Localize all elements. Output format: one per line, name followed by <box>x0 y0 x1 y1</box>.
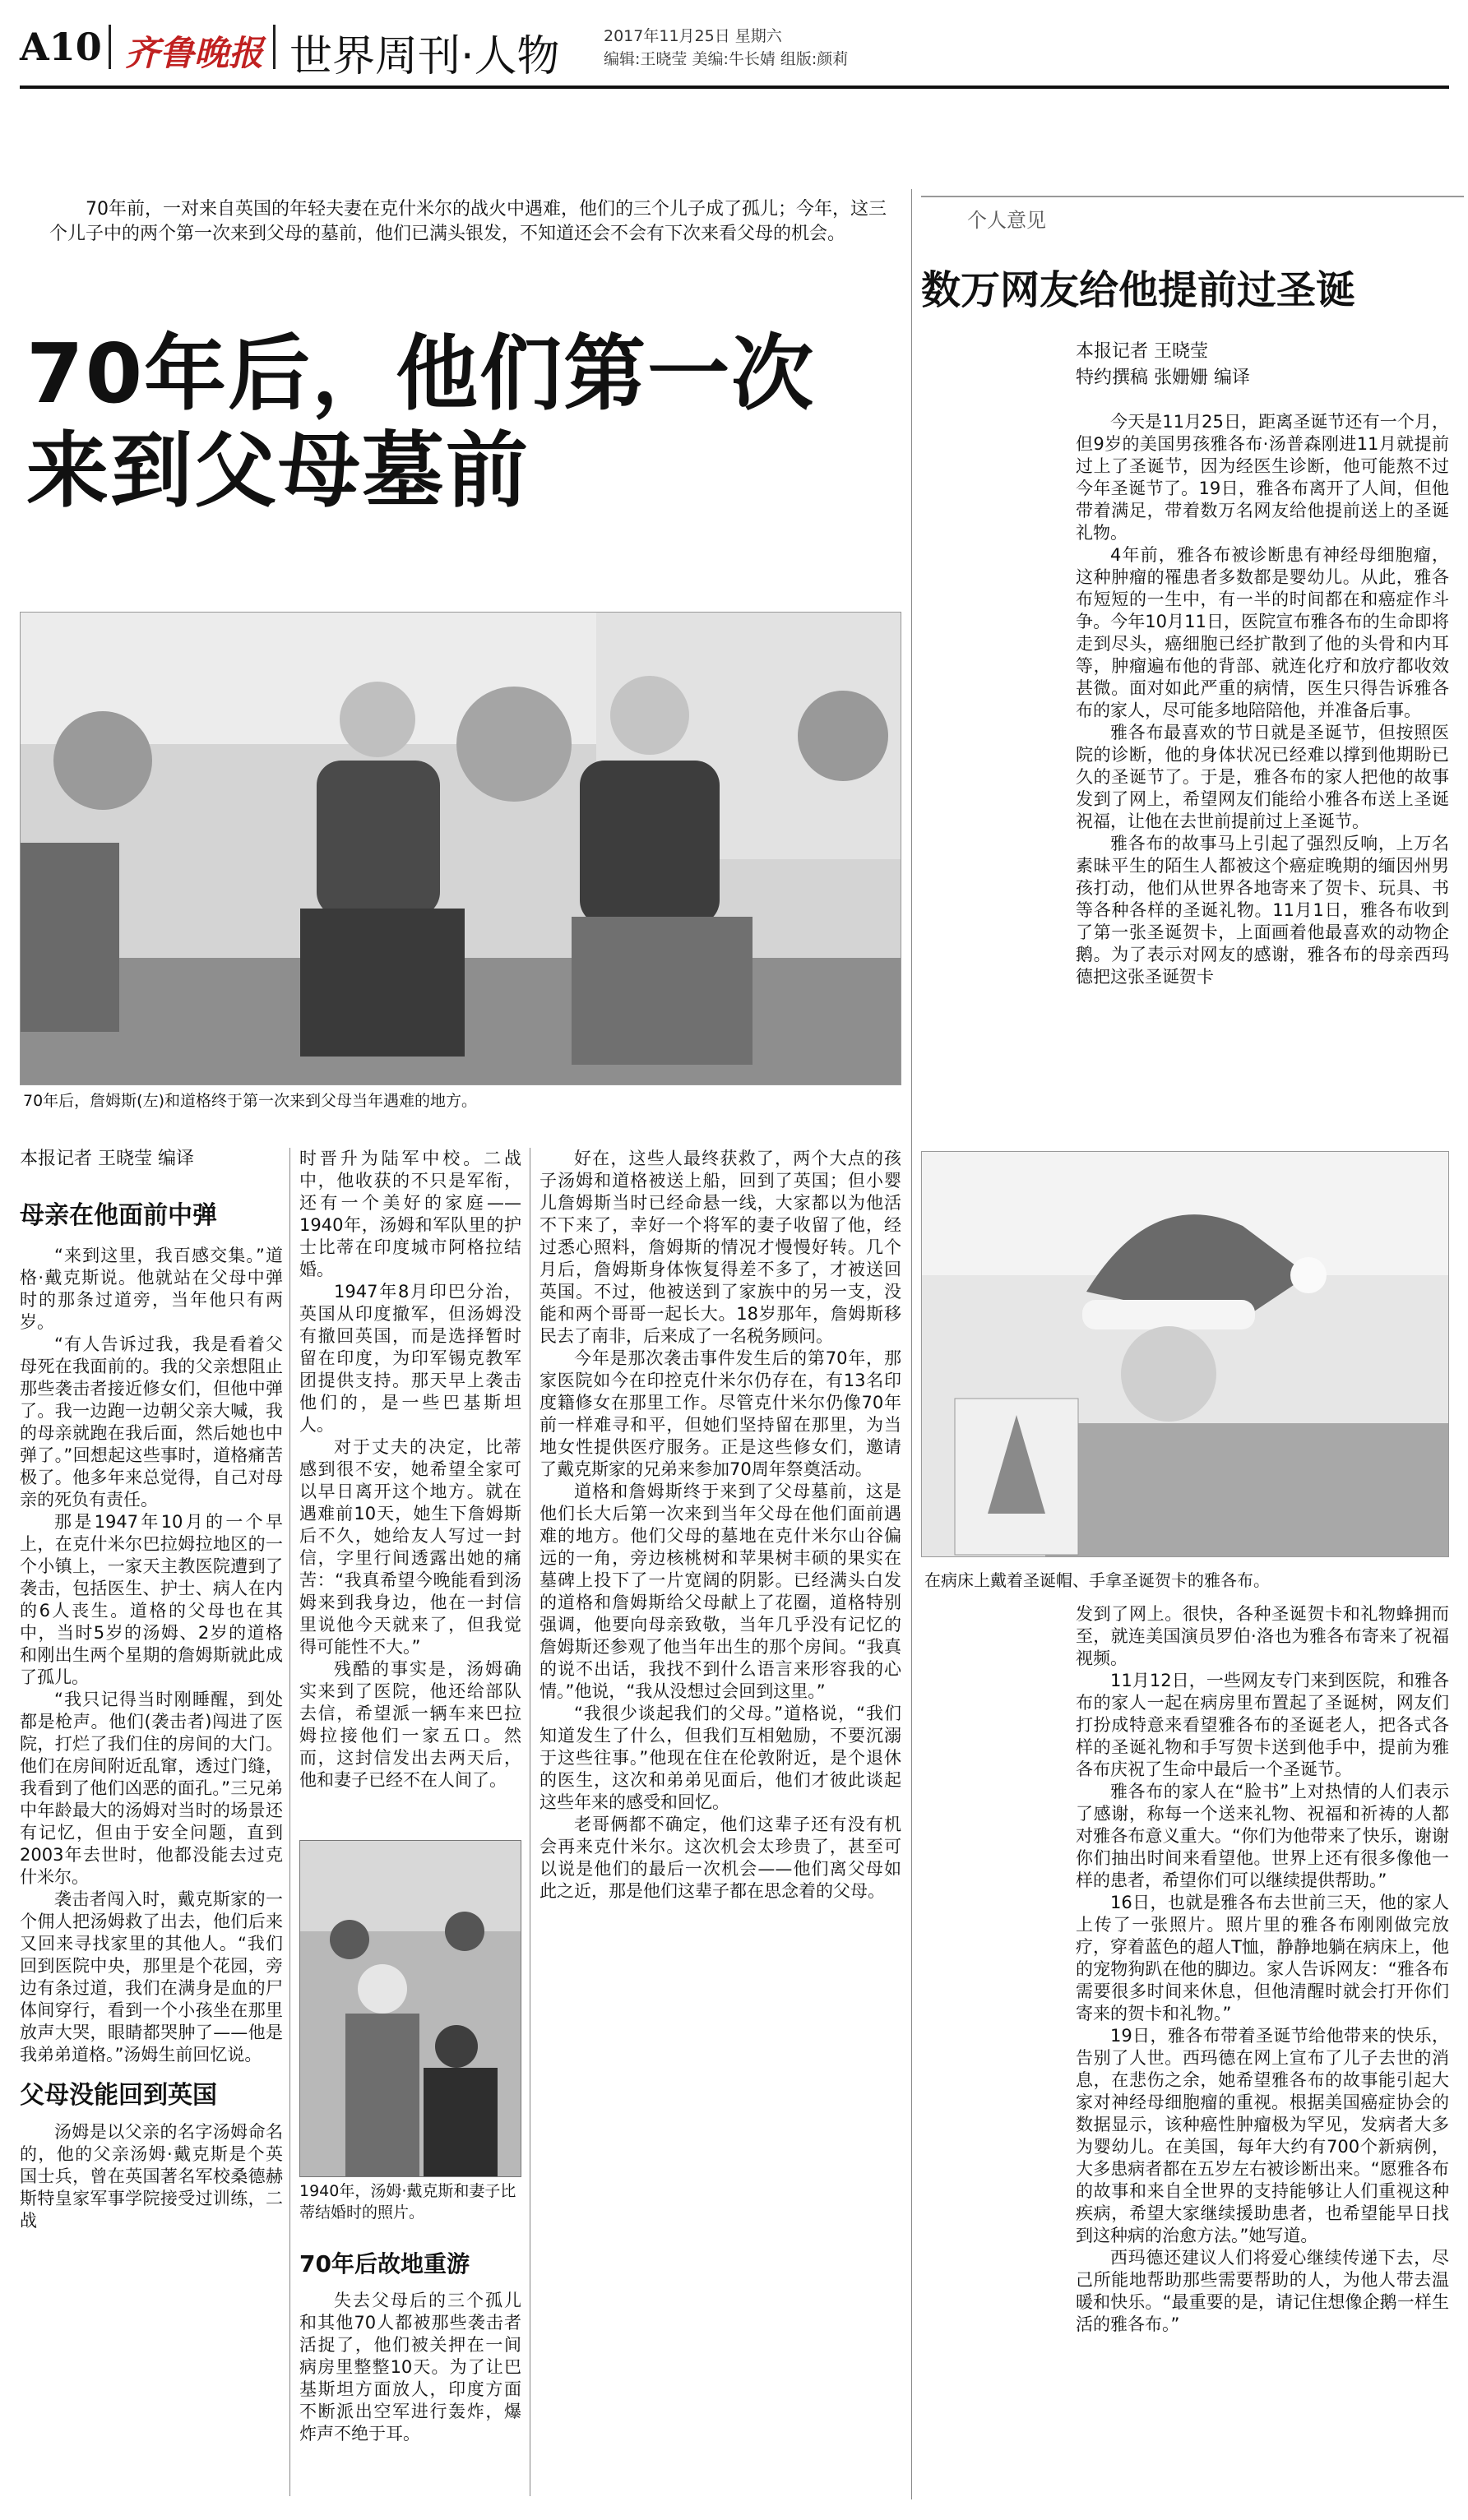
side-column-top <box>1076 411 1449 988</box>
paragraph: 发到了网上。很快，各种圣诞贺卡和礼物蜂拥而至，就连美国演员罗伯·洛也为雅各布寄来了祝福视频。 <box>1076 1604 1449 1668</box>
wedding-photo-image <box>300 1841 521 2176</box>
article-headline <box>26 326 898 520</box>
paragraph: 4年前，雅各布被诊断患有神经母细胞瘤，这种肿瘤的罹患者多数都是婴幼儿。从此，雅各布短短的一生中，有一半的时间都在和癌症作斗争。今年10月11日，医院宣布雅各布的生命即将走到尽头，癌细胞已经扩散到了他的头骨和内耳等，肿瘤遍布他的背部、就连化疗和放疗都收效甚微。面对如此严重的病情，医生只得告诉雅各布的家人，尽可能多地陪陪他，并准备后事。 <box>1076 545 1449 720</box>
paragraph: 汤姆是以父亲的名字汤姆命名的，他的父亲汤姆·戴克斯是个英国士兵，曾在英国著名军校桑德赫斯特皇家军事学院接受过训练，二战 <box>20 2122 283 2231</box>
paragraph: 1947年8月印巴分治，英国从印度撤军，但汤姆没有撤回英国，而是选择暂时留在印度，为印军锡克教军团提供支持。那天早上袭击他们的，是一些巴基斯坦人。 <box>299 1282 521 1435</box>
boy-in-bed-photo <box>922 1152 1448 1556</box>
wedding-photo-caption: 1940年，汤姆·戴克斯和妻子比蒂结婚时的照片。 <box>299 2182 516 2222</box>
side-title: 数万网友给他提前过圣诞 <box>921 267 1356 313</box>
date-line: 2017年11月25日 星期六 <box>604 27 782 45</box>
paragraph: 老哥俩都不确定，他们这辈子还有没有机会再来克什米尔。这次机会太珍贵了，甚至可以说是他们的最后一次机会——他们离父母如此之近，那是他们这辈子都在思念着的父母。 <box>540 1815 901 1901</box>
lead-photo <box>20 612 901 1085</box>
paragraph: 对于丈夫的决定，比蒂感到很不安，她希望全家可以早日离开这个地方。就在遇难前10天，她生下詹姆斯后不久，她给友人写过一封信，字里行间透露出她的痛苦：“我真希望今晚能看到汤姆来到我身边，他在一封信里说他今天就来了，但我觉得可能性不大。” <box>299 1437 521 1657</box>
column-rule <box>289 1148 290 2496</box>
subhead-2: 父母没能回到英国 <box>20 2081 217 2110</box>
paragraph: “我很少谈起我们的父母。”道格说，“我们知道发生了什么，但我们互相勉励，不要沉溺于这些往事。”他现在住在伦敦附近，是个退休的医生，这次和弟弟见面后，他们才彼此谈起这些年来的感受和回忆。 <box>540 1704 901 1812</box>
paragraph: 残酷的事实是，汤姆确实来到了医院，他还给部队去信，希望派一辆车来巴拉姆拉接他们一家五口。然而，这封信发出去两天后，他和妻子已经不在人间了。 <box>299 1659 521 1790</box>
paragraph: 16日，也就是雅各布去世前三天，他的家人上传了一张照片。照片里的雅各布刚刚做完放疗，穿着蓝色的超人T恤，静静地躺在病床上，他的宠物狗趴在他的脚边。家人告诉网友：“雅各布需要很多时间来休息，但他清醒时就会打开你们寄来的贺卡和礼物。” <box>1076 1893 1449 2023</box>
paragraph: 雅各布最喜欢的节日就是圣诞节，但按照医院的诊断，他的身体状况已经难以撑到他期盼已久的圣诞节了。于是，雅各布的家人把他的故事发到了网上，希望网友们能给小雅各布送上圣诞祝福，让他在去世前提前过上圣诞节。 <box>1076 723 1449 831</box>
paragraph: 今天是11月25日，距离圣诞节还有一个月，但9岁的美国男孩雅各布·汤普森刚进11月就提前过上了圣诞节，因为经医生诊断，他可能熬不过今年圣诞节了。19日，雅各布离开了人间，但他带着满足，带着数万名网友给他提前送上的圣诞礼物。 <box>1076 412 1449 543</box>
subhead-3: 70年后故地重游 <box>299 2250 470 2277</box>
paragraph: 今年是那次袭击事件发生后的第70年，那家医院如今在印控克什米尔仍存在，有13名印度籍修女在那里工作。尽管克什米尔仍像70年前一样难寻和平，但她们坚持留在那里，为当地女性提供医疗服务。正是这些修女们，邀请了戴克斯家的兄弟来参加70周年祭奠活动。 <box>540 1348 901 1479</box>
header-rule <box>20 86 1449 89</box>
subhead-1: 母亲在他面前中弹 <box>20 1201 217 1230</box>
paragraph: 道格和詹姆斯终于来到了父母墓前，这是他们长大后第一次来到当年父母在他们面前遇难的地方。他们父母的墓地在克什米尔山谷偏远的一角，旁边核桃树和苹果树丰硕的果实在墓碑上投下了一片宽阔的阴影。已经满头白发的道格和詹姆斯给父母献上了花圈，道格特别强调，他要向母亲致敬，当年几乎没有记忆的詹姆斯还参观了他当年出生的那个房间。“我真的说不出话，我找不到什么语言来形容我的心情。”他说，“我从没想过会回到这里。” <box>540 1482 901 1701</box>
paragraph: 19日，雅各布带着圣诞节给他带来的快乐，告别了人世。西玛德在网上宣布了儿子去世的消息，在悲伤之余，她希望雅各布的故事能引起大家对神经母细胞瘤的重视。根据美国癌症协会的数据显示，该种癌性肿瘤极为罕见，发病者大多为婴幼儿。在美国，每年大约有700个新病例，大多患病者都在五岁左右被诊断出来。“愿雅各布的故事和来自全世界的支持能够让人们重视这种疾病，希望大家继续援助患者，也希望能早日找到这种病的治愈方法。”她写道。 <box>1076 2026 1449 2245</box>
section-title: 世界周刊·人物 <box>289 32 560 81</box>
paragraph: 袭击者闯入时，戴克斯家的一个佣人把汤姆救了出去，他们后来又回来寻找家里的其他人。“我们回到医院中央，那里是个花园，旁边有条过道，我们在满身是血的尸体间穿行，看到一个小孩坐在那里放声大哭，眼睛都哭肿了——他是我弟弟道格。”汤姆生前回忆说。 <box>20 1889 283 2065</box>
section-rule <box>911 189 912 2499</box>
header-divider <box>109 25 111 69</box>
newspaper-logo: 齐鲁晚报 <box>125 33 264 73</box>
jacob-photo-caption: 在病床上戴着圣诞帽、手拿圣诞贺卡的雅各布。 <box>924 1570 1270 1590</box>
lead-column-2 <box>299 1148 521 1792</box>
headline-line-1: 70年后，他们第一次 <box>26 326 816 422</box>
paragraph: 11月12日，一些网友专门来到医院，和雅各布的家人一起在病房里布置起了圣诞树，网友们打扮成特意来看望雅各布的圣诞老人，把各式各样的圣诞礼物和手写贺卡送到他手中，提前为雅各布庆祝了生命中最后一个圣诞节。 <box>1076 1671 1449 1779</box>
headline-line-2: 来到父母墓前 <box>26 423 530 519</box>
paragraph: 雅各布的家人在“脸书”上对热情的人们表示了感谢，称每一个送来礼物、祝福和祈祷的人都对雅各布意义重大。“你们为他带来了快乐，谢谢你们抽出时间来看望他。世界上还有很多像他一样的患者，希望你们可以继续提供帮助。” <box>1076 1782 1449 1890</box>
paragraph: 时晋升为陆军中校。二战中，他收获的不只是军衔，还有一个美好的家庭——1940年，汤姆和军队里的护士比蒂在印度城市阿格拉结婚。 <box>299 1149 521 1279</box>
header-divider <box>273 25 276 69</box>
side-byline <box>1076 339 1250 391</box>
lead-column-2-bottom <box>299 2250 521 2445</box>
side-label-text: 个人意见 <box>967 209 1046 232</box>
paragraph: 西玛德还建议人们将爱心继续传递下去，尽己所能地帮助那些需要帮助的人，为他人带去温暖和快乐。“最重要的是，请记住想像企鹅一样生活的雅各布。” <box>1076 2248 1449 2334</box>
lead-column-3 <box>540 1148 901 1903</box>
paragraph: 雅各布的故事马上引起了强烈反响，上万名素昧平生的陌生人都被这个癌症晚期的缅因州男孩打动，他们从世界各地寄来了贺卡、玩具、书等各种各样的圣诞礼物。11月1日，雅各布收到了第一张圣诞贺卡，上面画着他最喜欢的动物企鹅。为了表示对网友的感谢，雅各布的母亲西玛德把这张圣诞贺卡 <box>1076 834 1449 987</box>
paragraph: 失去父母后的三个孤儿和其他70人都被那些袭击者活捉了，他们被关押在一间病房里整整10天。为了让巴基斯坦方面放人，印度方面不断派出空军进行轰炸，爆炸声不绝于耳。 <box>299 2291 521 2444</box>
wedding-photo <box>299 1840 521 2177</box>
side-column-bottom <box>1076 1603 1449 2336</box>
header-meta <box>604 25 848 71</box>
jacob-photo <box>921 1151 1449 1557</box>
paragraph: “我只记得当时刚睡醒，到处都是枪声。他们(袭击者)闯进了医院，打烂了我们住的房间的大门。他们在房间附近乱窜，透过门缝，我看到了他们凶恶的面孔。”三兄弟中年龄最大的汤姆对当时的场景还有记忆，但由于安全问题，直到2003年去世时，他都没能去过克什米尔。 <box>20 1690 283 1887</box>
lead-column-1 <box>20 1148 283 2232</box>
paragraph: 那是1947年10月的一个早上，在克什米尔巴拉姆拉地区的一个小镇上，一家天主教医院遭到了袭击，包括医生、护士、病人在内的6人丧生。道格的父母也在其中，当时5岁的汤姆、2岁的道格和刚出生两个星期的詹姆斯就此成了孤儿。 <box>20 1512 283 1687</box>
lead-photo-caption: 70年后，詹姆斯(左)和道格终于第一次来到父母当年遇难的地方。 <box>23 1092 478 1110</box>
paragraph: “有人告诉过我，我是看着父母死在我面前的。我的父亲想阻止那些袭击者接近修女们，但他中弹了。我一边跑一边朝父亲大喊，我的母亲就跑在我后面，然后她也中弹了。”回想起这些事时，道格痛苦极了。他多年来总觉得，自己对母亲的死负有责任。 <box>20 1334 283 1510</box>
side-label <box>921 196 1464 233</box>
paragraph: “来到这里，我百感交集。”道格·戴克斯说。他就站在父母中弹时的那条过道旁，当年他只有两岁。 <box>20 1246 283 1332</box>
lead-byline: 本报记者 王晓莹 编译 <box>20 1149 194 1169</box>
page-number: A10 <box>20 25 102 69</box>
side-byline-1: 本报记者 王晓莹 <box>1076 341 1208 362</box>
two-men-photo <box>21 613 901 1084</box>
article-intro: 70年前，一对来自英国的年轻夫妻在克什米尔的战火中遇难，他们的三个儿子成了孤儿；今年，这三个儿子中的两个第一次来到父母的墓前，他们已满头银发，不知道还会不会有下次来看父母的机会。 <box>49 199 887 244</box>
side-byline-2: 特约撰稿 张姗姗 编译 <box>1076 368 1250 388</box>
editors-line: 编辑:王晓莹 美编:牛长婧 组版:颜莉 <box>604 50 849 68</box>
paragraph: 好在，这些人最终获救了，两个大点的孩子汤姆和道格被送上船，回到了英国；但小婴儿詹姆斯当时已经命悬一线，大家都以为他活不下来了，幸好一个将军的妻子收留了他，经过悉心照料，詹姆斯的情况才慢慢好转。几个月后，詹姆斯身体恢复得差不多了，才被送回英国。不过，他被送到了家族中的另一支，没能和两个哥哥一起长大。18岁那年，詹姆斯移民去了南非，后来成了一名税务顾问。 <box>540 1149 901 1346</box>
